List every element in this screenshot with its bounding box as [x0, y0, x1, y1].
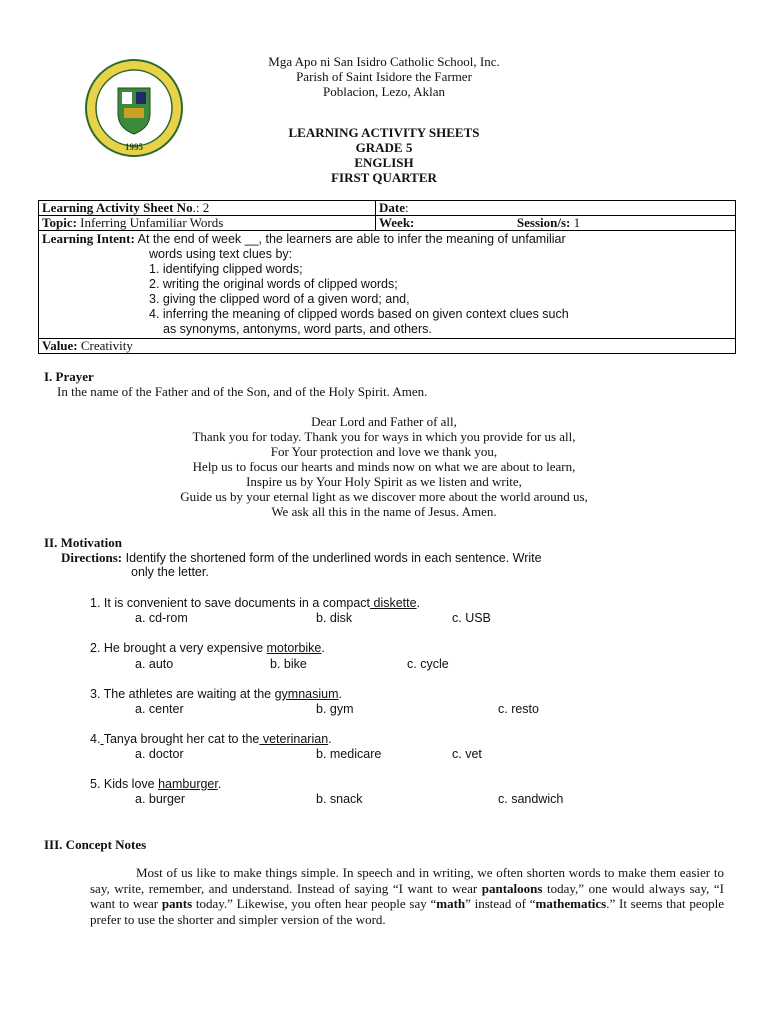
session-label: Session/s:: [516, 215, 571, 230]
value-text: Creativity: [80, 338, 133, 353]
title-line-2: GRADE 5: [355, 140, 413, 155]
option-a: a. cd-rom: [135, 611, 188, 625]
concept-bold: pants: [161, 896, 193, 911]
directions-text: Identify the shortened form of the underlined words in each sentence. Write: [125, 551, 542, 565]
cell-topic: [39, 216, 376, 231]
activity-sheet-table: [38, 200, 736, 354]
prayer-opening: In the name of the Father and of the Son, and of the Holy Spirit. Amen.: [57, 384, 428, 399]
document-titles: [0, 125, 768, 185]
question-text: 2. He brought a very expensive: [90, 641, 267, 655]
title-line-4: FIRST QUARTER: [331, 170, 437, 185]
row-sheet-no: [39, 201, 736, 216]
option-c: c. USB: [452, 611, 491, 625]
school-header: [0, 54, 768, 99]
option-a: a. center: [135, 702, 184, 716]
title-line-3: ENGLISH: [354, 155, 414, 170]
underlined-word: gymnasium: [274, 687, 339, 701]
date-label: Date: [379, 200, 405, 215]
cell-week-session: [376, 216, 736, 231]
option-b: b. disk: [316, 611, 353, 625]
option-c: c. sandwich: [498, 792, 564, 806]
school-name: Mga Apo ni San Isidro Catholic School, Inc.: [268, 54, 500, 69]
row-learning-intent: [39, 231, 736, 339]
question-text: 3. The athletes are waiting at the: [90, 687, 275, 701]
prayer-line: Inspire us by Your Holy Spirit as we listen and write,: [246, 474, 522, 489]
prayer-line: Dear Lord and Father of all,: [311, 414, 457, 429]
title-line-1: LEARNING ACTIVITY SHEETS: [288, 125, 480, 140]
row-value: [39, 339, 736, 354]
value-label: Value:: [42, 338, 78, 353]
option-c: c. resto: [498, 702, 539, 716]
school-address: Poblacion, Lezo, Aklan: [322, 84, 446, 99]
question-text: 5. Kids love: [90, 777, 159, 791]
date-colon: :: [405, 200, 409, 215]
prayer-line: For Your protection and love we thank you,: [270, 444, 498, 459]
concept-text: today,” one would always say, “I want to wear: [90, 880, 724, 911]
week-label: Week:: [379, 215, 415, 230]
prayer-line: Thank you for today. Thank you for ways in which you provide for us all,: [192, 429, 576, 444]
option-b: b. medicare: [316, 747, 382, 761]
concept-text: .” It seems that people prefer to use the shorter and simpler version of the word.: [90, 896, 725, 927]
logo-year: 1995: [125, 142, 143, 152]
question-5: [90, 777, 221, 791]
underlined-word: veterinarian: [259, 732, 329, 746]
option-b: b. gym: [316, 702, 354, 716]
question-text: 1. It is convenient to save documents in a compact: [90, 596, 371, 610]
concept-heading: III. Concept Notes: [44, 837, 147, 852]
prayer-line: Guide us by your eternal light as we discover more about the world around us,: [180, 489, 588, 504]
intent-line: words using text clues by:: [149, 247, 293, 261]
question-end: .: [217, 777, 222, 791]
row-topic: [39, 216, 736, 231]
concept-text: today.” Likewise, you often hear people say “: [192, 896, 437, 911]
option-a: a. burger: [135, 792, 186, 806]
question-1: [90, 596, 420, 610]
underlined-word: diskette: [370, 596, 417, 610]
concept-text: Most of us like to make things simple. In speech and in writing, we often shorten words to make them easier to say, write, remember, and understand. Instead of saying “I want to wear: [90, 865, 724, 896]
question-2: [90, 641, 325, 655]
directions: [61, 550, 542, 566]
prayer-line: We ask all this in the name of Jesus. Amen.: [271, 504, 497, 519]
prayer-body: [0, 414, 768, 519]
option-c: c. vet: [452, 747, 482, 761]
question-end: .: [338, 687, 343, 701]
intent-list: [42, 247, 732, 337]
cell-date: [376, 201, 736, 216]
question-text: Tanya brought her cat to the: [103, 732, 260, 746]
intent-line: 3. giving the clipped word of a given word; and,: [149, 292, 410, 306]
concept-text: ” instead of “: [465, 896, 536, 911]
cell-sheet-no: [39, 201, 376, 216]
topic-label: Topic:: [42, 215, 77, 230]
intent-line: 2. writing the original words of clipped words;: [149, 277, 398, 291]
question-4: [90, 732, 332, 746]
prayer-heading: I. Prayer: [44, 369, 94, 384]
concept-bold: math: [436, 896, 466, 911]
motivation-heading: II. Motivation: [44, 535, 122, 550]
underlined-word: motorbike: [266, 641, 322, 655]
question-text: 4.: [90, 732, 101, 746]
concept-bold: mathematics: [535, 896, 607, 911]
question-end: .: [321, 641, 325, 655]
question-3: [90, 687, 342, 701]
cell-value: [39, 339, 736, 354]
topic-value: Inferring Unfamiliar Words: [80, 215, 224, 230]
intent-line: 4. inferring the meaning of clipped words based on given context clues such: [149, 307, 569, 321]
option-b: b. snack: [316, 792, 363, 806]
parish-name: Parish of Saint Isidore the Farmer: [296, 69, 472, 84]
intent-text: At the end of week __, the learners are able to infer the meaning of unfamiliar: [137, 232, 566, 246]
sheet-no-label: Learning Activity Sheet No: [42, 200, 193, 215]
directions-text-2: only the letter.: [131, 565, 209, 579]
intent-line: 1. identifying clipped words;: [149, 262, 303, 276]
cell-learning-intent: [39, 231, 736, 339]
underlined-word: hamburger: [158, 777, 218, 791]
question-end: .: [416, 596, 421, 610]
option-a: a. doctor: [135, 747, 184, 761]
option-b: b. bike: [270, 657, 307, 671]
prayer-line: Help us to focus our hearts and minds now on what we are about to learn,: [192, 459, 576, 474]
question-end: .: [328, 732, 332, 746]
option-c: c. cycle: [407, 657, 449, 671]
directions-label: Directions:: [61, 550, 123, 565]
option-a: a. auto: [135, 657, 174, 671]
intent-line: as synonyms, antonyms, word parts, and others.: [163, 322, 432, 336]
intent-label: Learning Intent:: [42, 231, 135, 246]
session-value: 1: [573, 215, 581, 230]
sheet-no-value: .: 2: [192, 200, 210, 215]
concept-paragraph: [90, 865, 724, 927]
concept-bold: pantaloons: [481, 880, 543, 896]
